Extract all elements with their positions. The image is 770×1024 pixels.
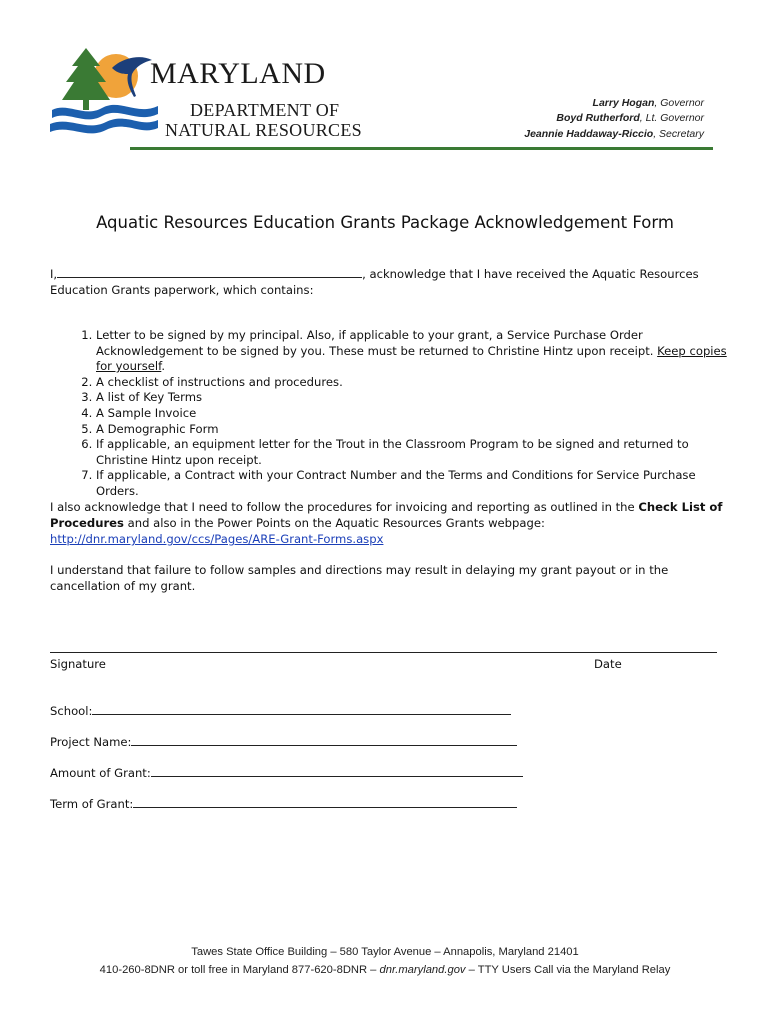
dnr-logo bbox=[48, 44, 160, 144]
logo-department: DEPARTMENT OF bbox=[190, 100, 340, 120]
header-divider bbox=[130, 147, 713, 150]
failure-paragraph: I understand that failure to follow samples and directions may result in delaying my grant payout or in the cancellation of my grant. bbox=[50, 563, 669, 593]
form-title: Aquatic Resources Education Grants Package Acknowledgement Form bbox=[96, 213, 674, 232]
acknowledgement-paragraph: I also acknowledge that I need to follow the procedures for invoicing and reporting as outlined in the Check List of Procedures and also in the Power Points on the Aquatic Resources Grants webpage: http://dnr.maryland.gov/ccs/Pages/ARE-Grant-Forms.aspx bbox=[50, 500, 723, 546]
list-item: 1. Letter to be signed by my principal. Also, if applicable to your grant, a Service Purchase Order Acknowledgement to be signed by you. These must be returned to Christine Hintz upon receipt. Keep copies for yourself. bbox=[96, 328, 740, 375]
list-item: 4. A Sample Invoice bbox=[96, 406, 740, 422]
footer bbox=[0, 943, 770, 979]
school-blank[interactable] bbox=[92, 703, 511, 715]
term-blank[interactable] bbox=[133, 796, 517, 808]
list-item: 5. A Demographic Form bbox=[96, 422, 740, 438]
amount-field: Amount of Grant: bbox=[50, 765, 523, 780]
school-field: School: bbox=[50, 703, 511, 718]
official-lt-governor: Boyd Rutherford, Lt. Governor bbox=[556, 112, 704, 124]
date-label: Date bbox=[594, 657, 622, 671]
contents-list bbox=[50, 328, 740, 500]
logo-maryland: MARYLAND bbox=[150, 57, 326, 90]
term-field: Term of Grant: bbox=[50, 796, 517, 811]
official-secretary: Jeannie Haddaway-Riccio, Secretary bbox=[524, 128, 704, 140]
intro-paragraph: I, , acknowledge that I have received the Aquatic Resources Education Grants paperwork, which contains: bbox=[50, 267, 699, 297]
amount-blank[interactable] bbox=[151, 765, 523, 777]
footer-contact: 410-260-8DNR or toll free in Maryland 877-620-8DNR – dnr.maryland.gov – TTY Users Call via the Maryland Relay bbox=[99, 964, 671, 976]
project-name-field: Project Name: bbox=[50, 734, 517, 749]
water-waves bbox=[50, 105, 158, 134]
name-blank[interactable] bbox=[57, 266, 362, 278]
list-item: 3. A list of Key Terms bbox=[96, 390, 740, 406]
list-item: 6. If applicable, an equipment letter for the Trout in the Classroom Program to be signed and returned to Christine Hintz upon receipt. bbox=[96, 437, 740, 468]
list-item: 7. If applicable, a Contract with your Contract Number and the Terms and Conditions for Service Purchase Orders. bbox=[96, 468, 740, 499]
logo-natural-resources: NATURAL RESOURCES bbox=[165, 120, 362, 140]
signature-line[interactable] bbox=[50, 652, 717, 653]
project-name-blank[interactable] bbox=[131, 734, 517, 746]
grant-forms-link[interactable]: http://dnr.maryland.gov/ccs/Pages/ARE-Grant-Forms.aspx bbox=[50, 532, 384, 546]
official-governor: Larry Hogan, Governor bbox=[592, 97, 704, 109]
footer-address: Tawes State Office Building – 580 Taylor Avenue – Annapolis, Maryland 21401 bbox=[191, 946, 579, 958]
signature-label: Signature bbox=[50, 657, 106, 671]
list-item: 2. A checklist of instructions and procedures. bbox=[96, 375, 740, 391]
